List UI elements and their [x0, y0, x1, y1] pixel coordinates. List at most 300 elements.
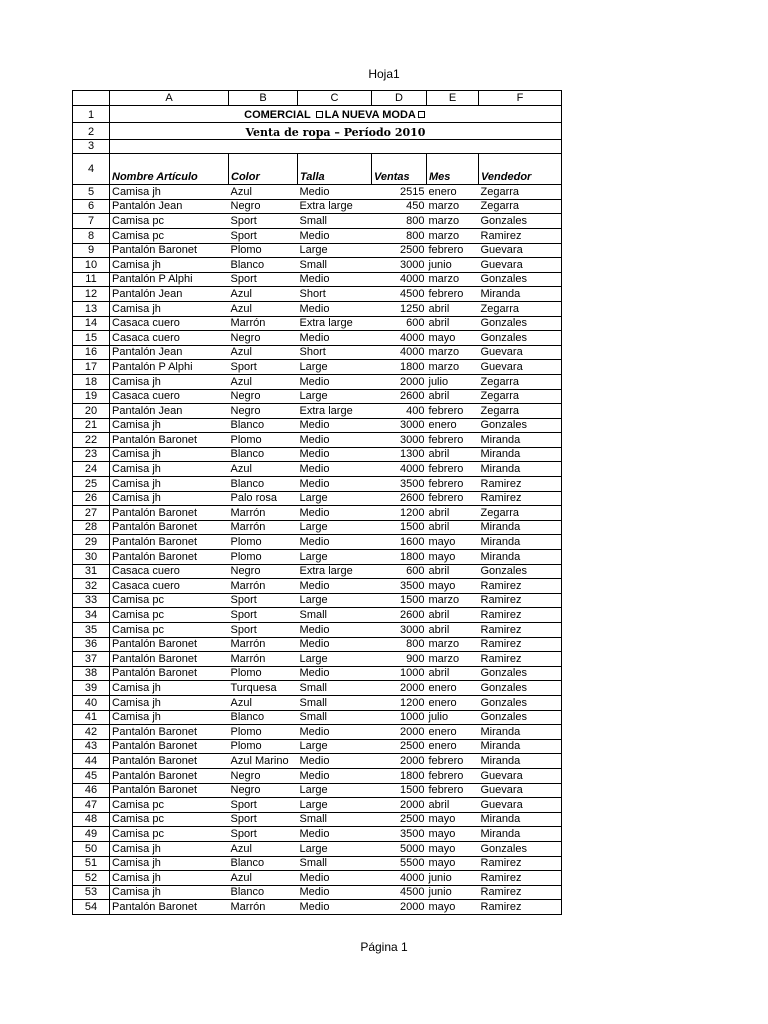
cell-mes: abril — [427, 389, 479, 404]
cell-vendedor: Gonzales — [479, 331, 562, 346]
cell-vendedor: Miranda — [479, 725, 562, 740]
cell-color: Turquesa — [229, 681, 298, 696]
cell-talla: Large — [298, 798, 372, 813]
cell-vendedor: Miranda — [479, 812, 562, 827]
cell-vendedor: Zegarra — [479, 404, 562, 419]
cell-ventas: 4000 — [372, 462, 427, 477]
cell-color: Negro — [229, 389, 298, 404]
cell-ventas: 3000 — [372, 433, 427, 448]
cell-ventas: 1200 — [372, 695, 427, 710]
cell-color: Azul — [229, 841, 298, 856]
cell-articulo: Casaca cuero — [110, 331, 229, 346]
cell-articulo: Casaca cuero — [110, 564, 229, 579]
row-number: 4 — [73, 154, 110, 185]
table-row — [73, 404, 562, 419]
table-row — [73, 316, 562, 331]
cell-mes: marzo — [427, 360, 479, 375]
cell-articulo: Camisa jh — [110, 301, 229, 316]
cell-vendedor: Ramirez — [479, 637, 562, 652]
cell-mes: mayo — [427, 856, 479, 871]
row-number: 8 — [73, 228, 110, 243]
cell-color: Marrón — [229, 652, 298, 667]
cell-articulo: Pantalón Jean — [110, 287, 229, 302]
row-number: 29 — [73, 535, 110, 550]
cell-color: Blanco — [229, 447, 298, 462]
table-row — [73, 783, 562, 798]
cell-articulo: Pantalón Baronet — [110, 666, 229, 681]
cell-ventas: 2500 — [372, 739, 427, 754]
cell-ventas: 4000 — [372, 331, 427, 346]
company-title-text: COMERCIAL LA NUEVA MODA — [244, 109, 427, 121]
cell-vendedor: Miranda — [479, 754, 562, 769]
cell-mes: julio — [427, 710, 479, 725]
cell-talla: Medio — [298, 885, 372, 900]
cell-mes: febrero — [427, 491, 479, 506]
column-header-d: D — [372, 91, 427, 106]
quote-glyph-icon — [316, 111, 323, 118]
cell-articulo: Camisa jh — [110, 462, 229, 477]
cell-color: Plomo — [229, 666, 298, 681]
row-number: 13 — [73, 301, 110, 316]
row-number: 46 — [73, 783, 110, 798]
sheet-title: Hoja1 — [368, 67, 400, 81]
cell-color: Marrón — [229, 579, 298, 594]
cell-color: Marrón — [229, 506, 298, 521]
cell-articulo: Pantalón Baronet — [110, 637, 229, 652]
cell-ventas: 2600 — [372, 389, 427, 404]
cell-color: Sport — [229, 608, 298, 623]
corner-cell — [73, 91, 110, 106]
column-header-b: B — [229, 91, 298, 106]
row-number: 5 — [73, 185, 110, 200]
cell-ventas: 5500 — [372, 856, 427, 871]
cell-articulo: Camisa jh — [110, 856, 229, 871]
cell-mes: mayo — [427, 812, 479, 827]
cell-mes: abril — [427, 447, 479, 462]
cell-mes: junio — [427, 871, 479, 886]
cell-color: Sport — [229, 228, 298, 243]
cell-mes: febrero — [427, 243, 479, 258]
cell-mes: febrero — [427, 768, 479, 783]
table-row — [73, 710, 562, 725]
cell-mes: junio — [427, 885, 479, 900]
table-row — [73, 462, 562, 477]
table-row — [73, 695, 562, 710]
table-row — [73, 433, 562, 448]
table-row — [73, 301, 562, 316]
row-number: 28 — [73, 520, 110, 535]
cell-vendedor: Miranda — [479, 550, 562, 565]
cell-articulo: Pantalón Baronet — [110, 768, 229, 783]
cell-ventas: 1500 — [372, 783, 427, 798]
cell-color: Sport — [229, 272, 298, 287]
cell-mes: mayo — [427, 827, 479, 842]
cell-talla: Medio — [298, 827, 372, 842]
cell-ventas: 1800 — [372, 360, 427, 375]
cell-talla: Medio — [298, 871, 372, 886]
cell-color: Plomo — [229, 243, 298, 258]
row-number: 37 — [73, 652, 110, 667]
cell-articulo: Camisa jh — [110, 710, 229, 725]
cell-mes: marzo — [427, 214, 479, 229]
row-number: 47 — [73, 798, 110, 813]
cell-vendedor: Guevara — [479, 258, 562, 273]
row-number: 12 — [73, 287, 110, 302]
column-header-row — [73, 91, 562, 106]
cell-color: Sport — [229, 593, 298, 608]
cell-color: Negro — [229, 564, 298, 579]
row-number: 45 — [73, 768, 110, 783]
row-number: 10 — [73, 258, 110, 273]
table-row — [73, 871, 562, 886]
cell-vendedor: Miranda — [479, 739, 562, 754]
cell-articulo: Pantalón Jean — [110, 345, 229, 360]
cell-color: Azul — [229, 345, 298, 360]
table-row — [73, 637, 562, 652]
table-row — [73, 477, 562, 492]
cell-talla: Extra large — [298, 404, 372, 419]
row-number: 6 — [73, 199, 110, 214]
cell-ventas: 1000 — [372, 666, 427, 681]
header-articulo: Nombre Artículo — [110, 154, 229, 185]
cell-talla: Medio — [298, 185, 372, 200]
cell-ventas: 2600 — [372, 608, 427, 623]
quote-glyph-icon — [418, 111, 425, 118]
cell-articulo: Pantalón Baronet — [110, 433, 229, 448]
table-row — [73, 331, 562, 346]
cell-talla: Medio — [298, 725, 372, 740]
cell-articulo: Pantalón Baronet — [110, 739, 229, 754]
cell-color: Blanco — [229, 885, 298, 900]
row-number: 27 — [73, 506, 110, 521]
cell-mes: febrero — [427, 287, 479, 302]
cell-ventas: 600 — [372, 316, 427, 331]
cell-mes: febrero — [427, 783, 479, 798]
table-row — [73, 520, 562, 535]
cell-color: Azul — [229, 695, 298, 710]
cell-talla: Medio — [298, 331, 372, 346]
cell-talla: Medio — [298, 768, 372, 783]
column-header-e: E — [427, 91, 479, 106]
cell-mes: marzo — [427, 272, 479, 287]
table-row — [73, 214, 562, 229]
cell-vendedor: Gonzales — [479, 316, 562, 331]
table-row — [73, 287, 562, 302]
table-row — [73, 681, 562, 696]
cell-articulo: Pantalón Baronet — [110, 783, 229, 798]
table-row — [73, 900, 562, 915]
row-number: 53 — [73, 885, 110, 900]
empty-cell — [110, 139, 562, 154]
cell-color: Negro — [229, 404, 298, 419]
cell-color: Azul — [229, 185, 298, 200]
cell-mes: abril — [427, 798, 479, 813]
cell-color: Marrón — [229, 900, 298, 915]
cell-vendedor: Zegarra — [479, 506, 562, 521]
company-title — [110, 105, 562, 122]
cell-talla: Medio — [298, 462, 372, 477]
table-row — [73, 608, 562, 623]
cell-ventas: 400 — [372, 404, 427, 419]
row-number: 35 — [73, 623, 110, 638]
cell-vendedor: Zegarra — [479, 389, 562, 404]
cell-vendedor: Guevara — [479, 345, 562, 360]
cell-talla: Medio — [298, 637, 372, 652]
cell-ventas: 3500 — [372, 477, 427, 492]
cell-mes: abril — [427, 520, 479, 535]
table-row — [73, 491, 562, 506]
row-number: 48 — [73, 812, 110, 827]
cell-talla: Short — [298, 345, 372, 360]
cell-mes: abril — [427, 506, 479, 521]
cell-mes: febrero — [427, 462, 479, 477]
cell-vendedor: Gonzales — [479, 418, 562, 433]
cell-vendedor: Ramirez — [479, 623, 562, 638]
cell-ventas: 3000 — [372, 623, 427, 638]
cell-talla: Medio — [298, 535, 372, 550]
cell-mes: mayo — [427, 841, 479, 856]
cell-ventas: 2515 — [372, 185, 427, 200]
cell-talla: Small — [298, 214, 372, 229]
table-row — [73, 754, 562, 769]
cell-articulo: Camisa pc — [110, 812, 229, 827]
cell-articulo: Camisa pc — [110, 827, 229, 842]
cell-color: Negro — [229, 199, 298, 214]
cell-articulo: Camisa pc — [110, 798, 229, 813]
report-subtitle: Venta de ropa – Período 2010 — [110, 122, 562, 139]
table-row — [73, 739, 562, 754]
row-number: 1 — [73, 105, 110, 122]
cell-mes: marzo — [427, 228, 479, 243]
cell-ventas: 600 — [372, 564, 427, 579]
cell-articulo: Pantalón Baronet — [110, 725, 229, 740]
cell-mes: marzo — [427, 593, 479, 608]
cell-ventas: 1600 — [372, 535, 427, 550]
cell-color: Palo rosa — [229, 491, 298, 506]
cell-mes: mayo — [427, 550, 479, 565]
cell-vendedor: Gonzales — [479, 272, 562, 287]
cell-vendedor: Gonzales — [479, 695, 562, 710]
cell-ventas: 2000 — [372, 725, 427, 740]
empty-row — [73, 139, 562, 154]
cell-mes: abril — [427, 564, 479, 579]
table-row — [73, 418, 562, 433]
table-row — [73, 374, 562, 389]
cell-talla: Medio — [298, 228, 372, 243]
table-row — [73, 841, 562, 856]
cell-articulo: Camisa jh — [110, 681, 229, 696]
cell-vendedor: Ramirez — [479, 491, 562, 506]
cell-articulo: Casaca cuero — [110, 579, 229, 594]
cell-color: Plomo — [229, 739, 298, 754]
cell-articulo: Pantalón Jean — [110, 199, 229, 214]
table-row — [73, 798, 562, 813]
title-row-2 — [73, 122, 562, 139]
table-row — [73, 345, 562, 360]
cell-ventas: 2000 — [372, 374, 427, 389]
row-number: 2 — [73, 122, 110, 139]
row-number: 25 — [73, 477, 110, 492]
cell-vendedor: Zegarra — [479, 374, 562, 389]
cell-talla: Medio — [298, 666, 372, 681]
header-color: Color — [229, 154, 298, 185]
cell-mes: febrero — [427, 754, 479, 769]
cell-mes: enero — [427, 681, 479, 696]
table-row — [73, 258, 562, 273]
cell-ventas: 3500 — [372, 827, 427, 842]
cell-articulo: Pantalón Baronet — [110, 520, 229, 535]
cell-articulo: Camisa jh — [110, 447, 229, 462]
row-number: 43 — [73, 739, 110, 754]
cell-vendedor: Guevara — [479, 243, 562, 258]
header-ventas: Ventas — [372, 154, 427, 185]
row-number: 33 — [73, 593, 110, 608]
cell-articulo: Camisa pc — [110, 623, 229, 638]
cell-color: Azul — [229, 374, 298, 389]
cell-talla: Small — [298, 608, 372, 623]
row-number: 26 — [73, 491, 110, 506]
cell-ventas: 4500 — [372, 885, 427, 900]
cell-color: Marrón — [229, 316, 298, 331]
cell-mes: mayo — [427, 900, 479, 915]
cell-mes: febrero — [427, 404, 479, 419]
cell-articulo: Pantalón Baronet — [110, 506, 229, 521]
cell-vendedor: Ramirez — [479, 885, 562, 900]
cell-talla: Extra large — [298, 316, 372, 331]
table-row — [73, 666, 562, 681]
cell-color: Blanco — [229, 477, 298, 492]
cell-color: Azul — [229, 287, 298, 302]
cell-ventas: 1500 — [372, 593, 427, 608]
cell-vendedor: Miranda — [479, 535, 562, 550]
cell-color: Sport — [229, 827, 298, 842]
cell-talla: Medio — [298, 272, 372, 287]
row-number: 52 — [73, 871, 110, 886]
cell-ventas: 3000 — [372, 258, 427, 273]
cell-mes: febrero — [427, 477, 479, 492]
cell-color: Blanco — [229, 258, 298, 273]
cell-talla: Large — [298, 243, 372, 258]
cell-mes: mayo — [427, 331, 479, 346]
cell-mes: marzo — [427, 652, 479, 667]
cell-mes: enero — [427, 418, 479, 433]
cell-articulo: Pantalón Baronet — [110, 550, 229, 565]
cell-mes: enero — [427, 739, 479, 754]
cell-talla: Medio — [298, 418, 372, 433]
cell-ventas: 3500 — [372, 579, 427, 594]
cell-vendedor: Miranda — [479, 447, 562, 462]
cell-color: Blanco — [229, 418, 298, 433]
cell-ventas: 1500 — [372, 520, 427, 535]
cell-vendedor: Ramirez — [479, 608, 562, 623]
cell-talla: Medio — [298, 754, 372, 769]
cell-ventas: 800 — [372, 214, 427, 229]
header-mes: Mes — [427, 154, 479, 185]
table-row — [73, 827, 562, 842]
cell-vendedor: Guevara — [479, 783, 562, 798]
cell-ventas: 3000 — [372, 418, 427, 433]
cell-ventas: 900 — [372, 652, 427, 667]
cell-ventas: 2000 — [372, 681, 427, 696]
page-footer: Página 1 — [360, 940, 408, 954]
cell-vendedor: Miranda — [479, 827, 562, 842]
cell-articulo: Camisa jh — [110, 258, 229, 273]
header-row — [73, 154, 562, 185]
column-header-c: C — [298, 91, 372, 106]
cell-mes: abril — [427, 666, 479, 681]
cell-talla: Extra large — [298, 199, 372, 214]
cell-articulo: Camisa jh — [110, 418, 229, 433]
cell-talla: Small — [298, 258, 372, 273]
cell-talla: Small — [298, 681, 372, 696]
cell-color: Marrón — [229, 520, 298, 535]
row-number: 38 — [73, 666, 110, 681]
cell-talla: Large — [298, 783, 372, 798]
row-number: 3 — [73, 139, 110, 154]
cell-ventas: 1800 — [372, 768, 427, 783]
cell-talla: Medio — [298, 506, 372, 521]
cell-vendedor: Gonzales — [479, 681, 562, 696]
cell-talla: Large — [298, 520, 372, 535]
row-number: 14 — [73, 316, 110, 331]
cell-color: Negro — [229, 783, 298, 798]
cell-vendedor: Gonzales — [479, 564, 562, 579]
row-number: 31 — [73, 564, 110, 579]
cell-articulo: Pantalón P Alphi — [110, 360, 229, 375]
table-row — [73, 856, 562, 871]
row-number: 34 — [73, 608, 110, 623]
cell-color: Azul Marino — [229, 754, 298, 769]
cell-color: Sport — [229, 360, 298, 375]
cell-vendedor: Ramirez — [479, 856, 562, 871]
cell-vendedor: Gonzales — [479, 841, 562, 856]
cell-talla: Large — [298, 360, 372, 375]
cell-vendedor: Ramirez — [479, 871, 562, 886]
cell-color: Negro — [229, 331, 298, 346]
row-number: 50 — [73, 841, 110, 856]
row-number: 51 — [73, 856, 110, 871]
cell-talla: Large — [298, 652, 372, 667]
cell-mes: febrero — [427, 433, 479, 448]
row-number: 21 — [73, 418, 110, 433]
cell-articulo: Pantalón Baronet — [110, 754, 229, 769]
row-number: 7 — [73, 214, 110, 229]
cell-vendedor: Miranda — [479, 287, 562, 302]
cell-ventas: 800 — [372, 637, 427, 652]
cell-color: Sport — [229, 812, 298, 827]
cell-vendedor: Guevara — [479, 798, 562, 813]
row-number: 54 — [73, 900, 110, 915]
cell-talla: Extra large — [298, 564, 372, 579]
cell-talla: Medio — [298, 433, 372, 448]
cell-vendedor: Ramirez — [479, 900, 562, 915]
cell-vendedor: Ramirez — [479, 652, 562, 667]
cell-ventas: 1000 — [372, 710, 427, 725]
cell-color: Plomo — [229, 433, 298, 448]
cell-articulo: Camisa jh — [110, 374, 229, 389]
table-row — [73, 199, 562, 214]
row-number: 32 — [73, 579, 110, 594]
cell-mes: marzo — [427, 637, 479, 652]
row-number: 16 — [73, 345, 110, 360]
cell-talla: Small — [298, 812, 372, 827]
table-row — [73, 506, 562, 521]
cell-talla: Medio — [298, 301, 372, 316]
table-row — [73, 550, 562, 565]
cell-talla: Large — [298, 491, 372, 506]
cell-talla: Large — [298, 841, 372, 856]
table-row — [73, 564, 562, 579]
